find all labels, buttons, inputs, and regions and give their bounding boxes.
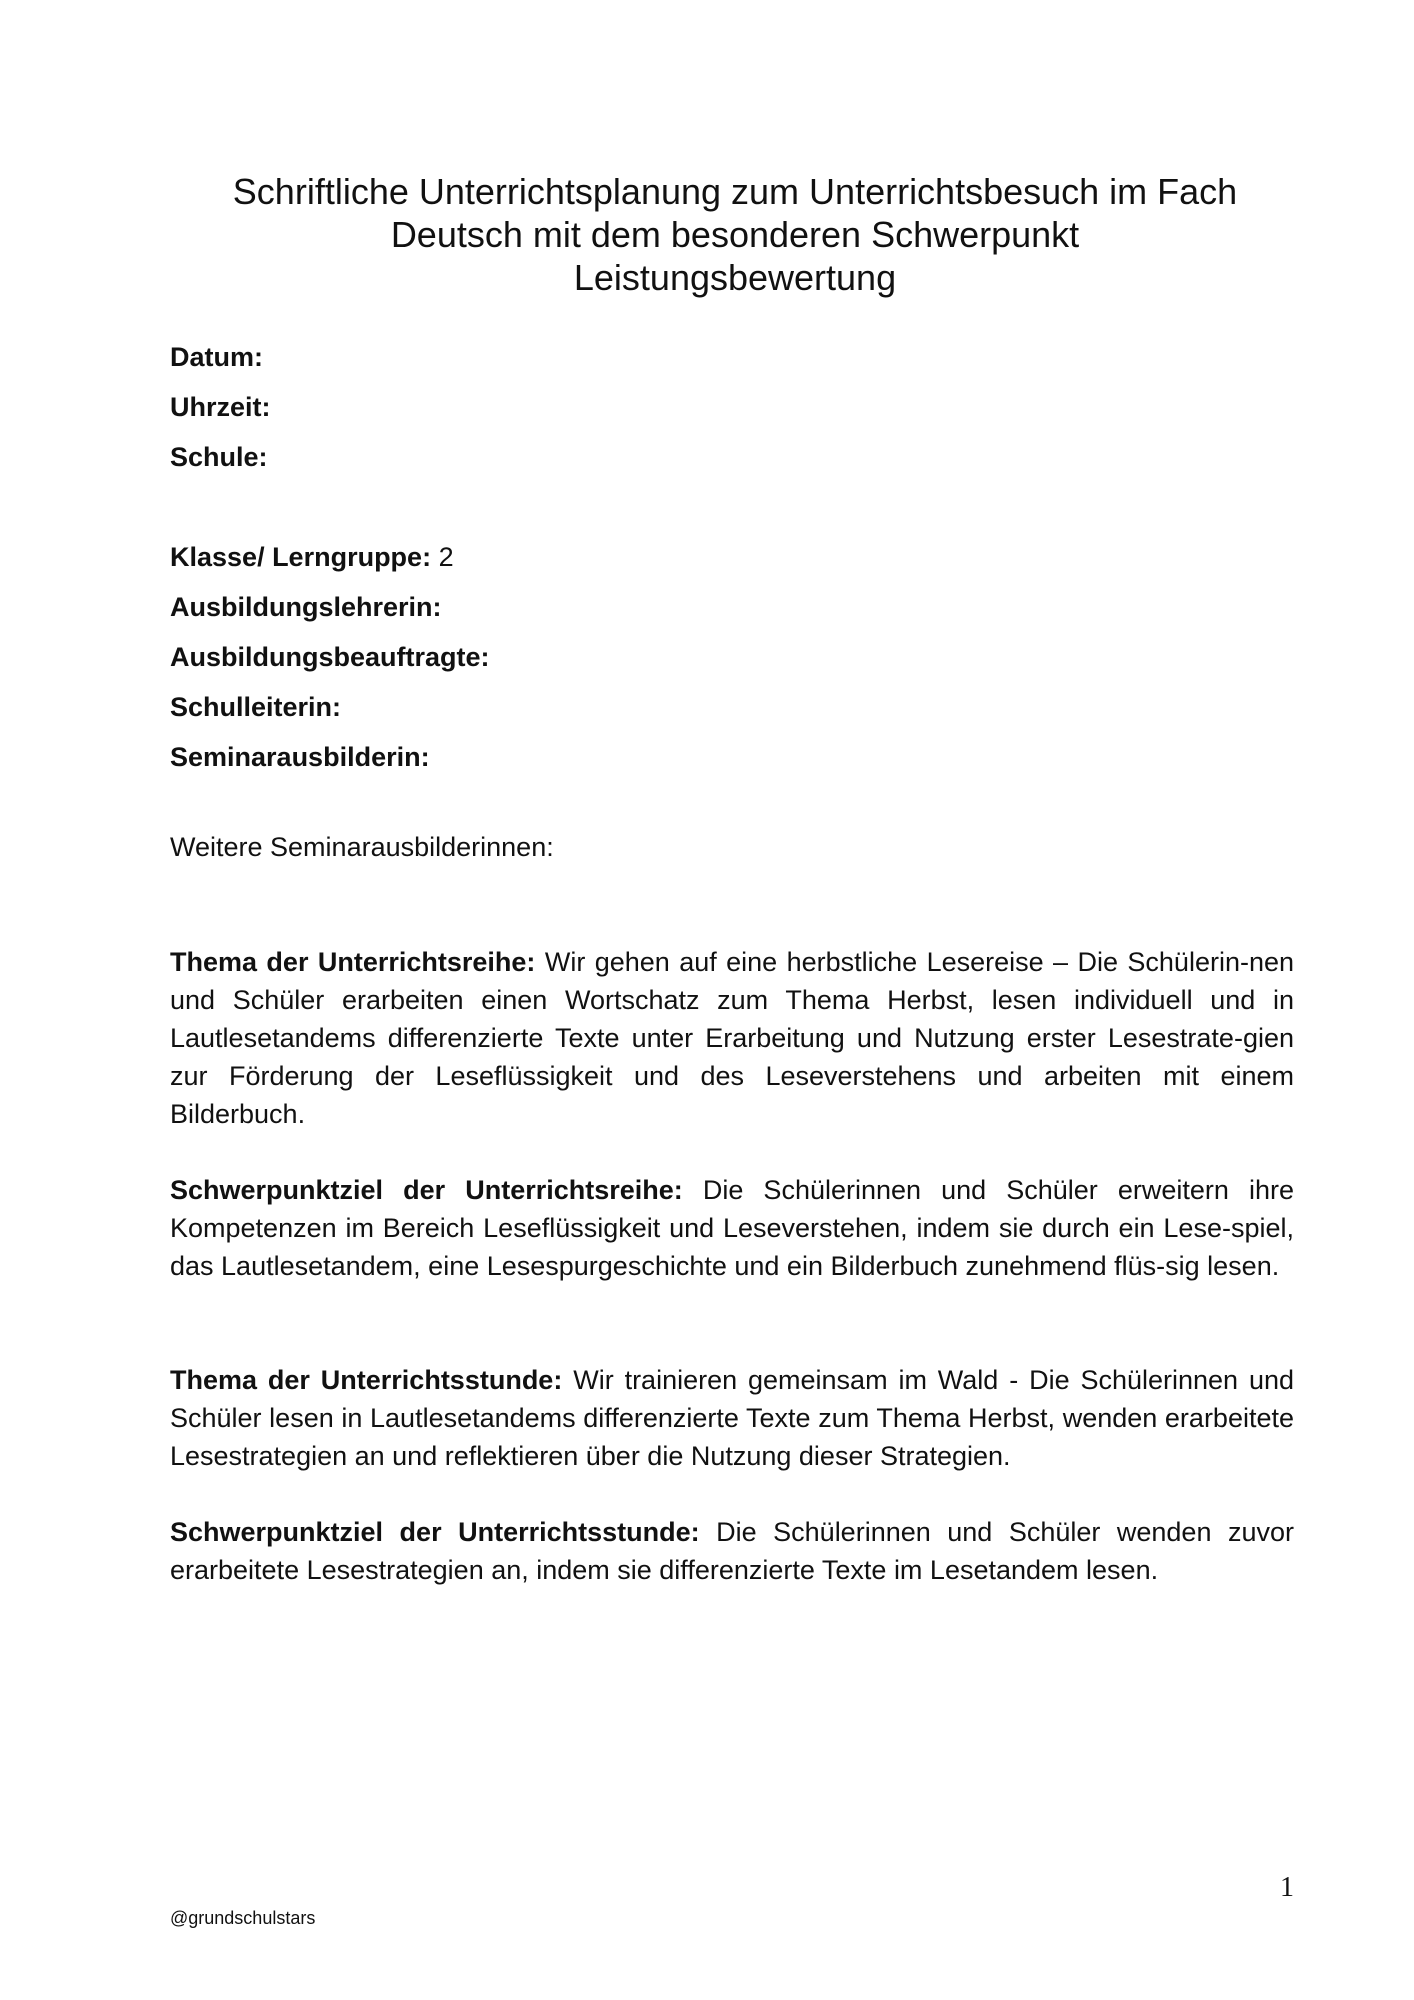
meta-uhrzeit: [170, 390, 1300, 424]
meta-schule: [170, 440, 1300, 474]
meta-weitere-seminarausbilderinnen: [170, 830, 1300, 864]
thema-stunde-text: Wir trainieren gemeinsam im Wald - Die Schülerinnen und Schüler lesen in Lautlesetandems differenzierte Texte zum Thema Herbst, wenden erarbeitete Lesestrategien an und reflektieren über die Nutzung dieser Strategien.: [170, 1365, 1294, 1471]
meta-schulleiterin: [170, 690, 1300, 724]
uhrzeit-label: Uhrzeit:: [170, 392, 271, 422]
ausbildungslehrerin-label: Ausbildungslehrerin:: [170, 592, 442, 622]
klasse-value: 2: [438, 542, 454, 572]
section-thema-unterrichtsstunde: [170, 1361, 1294, 1475]
thema-reihe-label: Thema der Unterrichtsreihe:: [170, 947, 536, 977]
klasse-label: Klasse/ Lerngruppe:: [170, 542, 432, 572]
meta-klasse: [170, 540, 1300, 574]
footer-handle: @grundschulstars: [170, 1908, 316, 1928]
ziel-reihe-text: Die Schülerinnen und Schüler erweitern ihre Kompetenzen im Bereich Leseflüssigkeit und Leseverstehen, indem sie durch ein Lese-spiel, das Lautlesetandem, eine Lesespurgeschichte und ein Bilderbuch zunehmend flüs-sig lesen.: [170, 1175, 1294, 1281]
meta-ausbildungslehrerin: [170, 590, 1300, 624]
thema-reihe-text: Wir gehen auf eine herbstliche Lesereise – Die Schülerin-nen und Schüler erarbeiten einen Wortschatz zum Thema Herbst, lesen individuell und in Lautlesetandems differenzierte Texte unter Erarbeitung und Nutzung erster Lesestrate-gien zur Förderung der Leseflüssigkeit und des Leseverstehens und arbeiten mit einem Bilderbuch.: [170, 947, 1294, 1129]
schulleiterin-label: Schulleiterin:: [170, 692, 342, 722]
page-number: 1: [1280, 1872, 1294, 1903]
ziel-stunde-text: Die Schülerinnen und Schüler wenden zuvor erarbeitete Lesestrategien an, indem sie differenzierte Texte im Lesetandem lesen.: [170, 1517, 1294, 1585]
ausbildungsbeauftragte-label: Ausbildungsbeauftragte:: [170, 642, 490, 672]
section-ziel-unterrichtsreihe: [170, 1171, 1294, 1285]
title-line-3: Leistungsbewertung: [573, 257, 897, 298]
ziel-reihe-label: Schwerpunktziel der Unterrichtsreihe:: [170, 1175, 683, 1205]
section-ziel-unterrichtsstunde: [170, 1513, 1294, 1589]
seminarausbilderin-label: Seminarausbilderin:: [170, 742, 430, 772]
meta-seminarausbilderin: [170, 740, 1300, 774]
title-line-1: Schriftliche Unterrichtsplanung zum Unterrichtsbesuch im Fach: [232, 171, 1238, 212]
datum-label: Datum:: [170, 342, 263, 372]
meta-datum: [170, 340, 1300, 374]
schule-label: Schule:: [170, 442, 268, 472]
ziel-stunde-label: Schwerpunktziel der Unterrichtsstunde:: [170, 1517, 700, 1547]
thema-stunde-label: Thema der Unterrichtsstunde:: [170, 1365, 563, 1395]
meta-ausbildungsbeauftragte: [170, 640, 1300, 674]
document-title: [170, 170, 1300, 299]
section-thema-unterrichtsreihe: [170, 943, 1294, 1133]
title-line-2: Deutsch mit dem besonderen Schwerpunkt: [390, 214, 1080, 255]
weitere-seminarausbilderinnen-label: Weitere Seminarausbilderinnen:: [170, 832, 554, 862]
